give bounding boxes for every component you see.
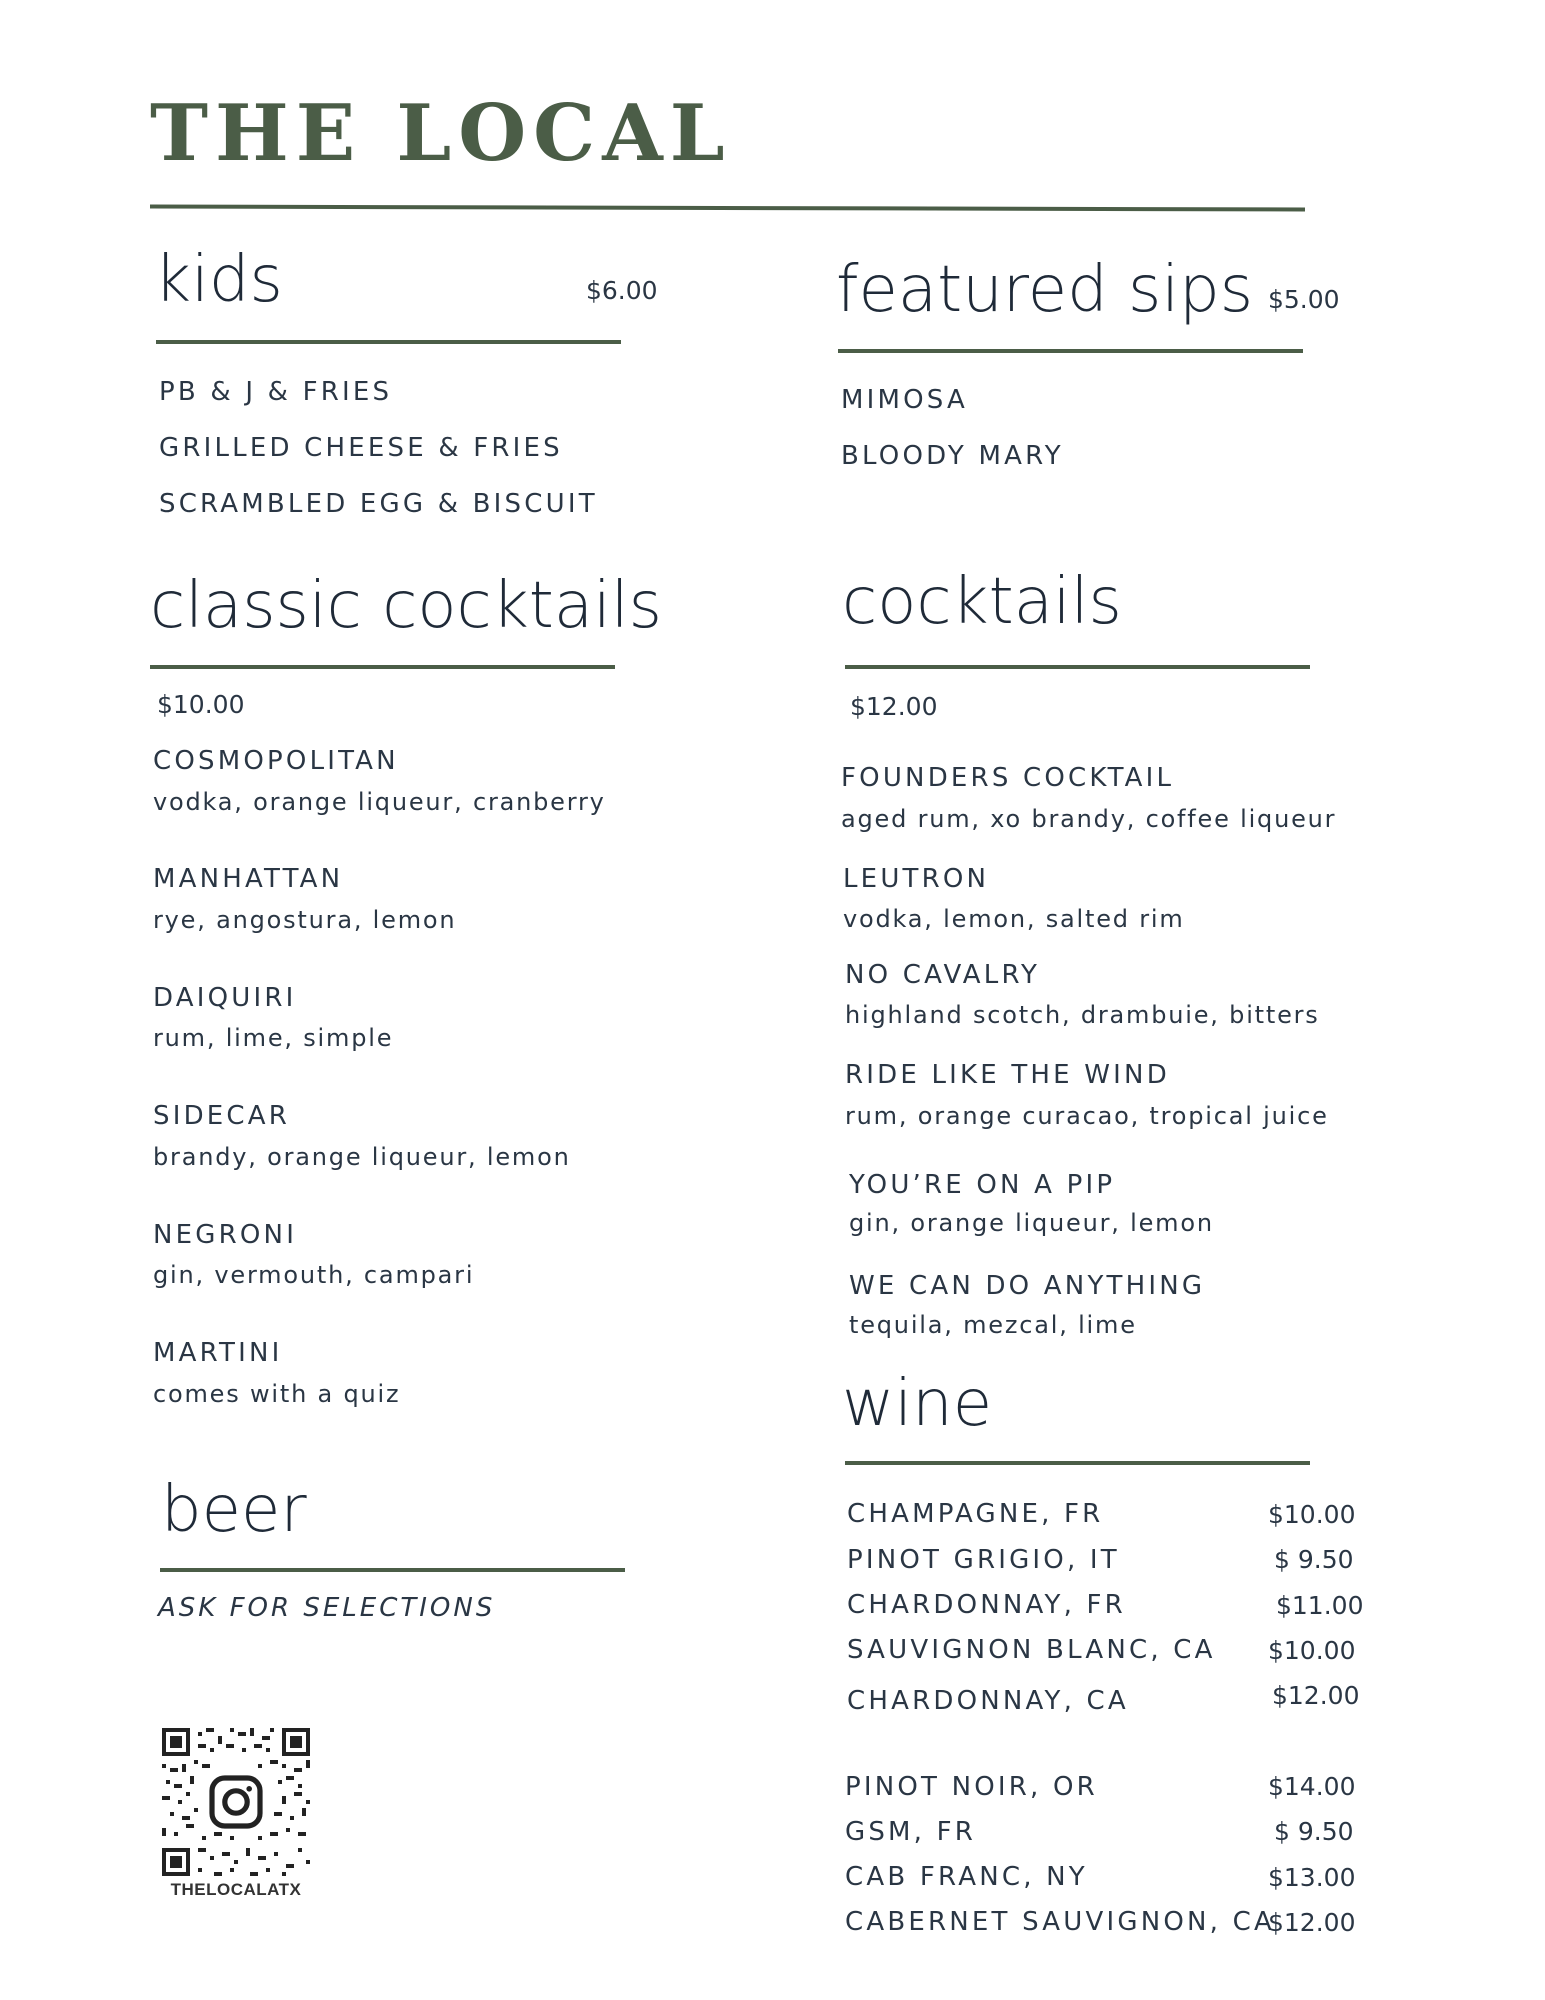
wine-price: $10.00 (1268, 1500, 1356, 1529)
cocktail-name: DAIQUIRI (153, 983, 297, 1013)
wine-price: $14.00 (1268, 1772, 1356, 1801)
cocktails-heading: cocktails (842, 565, 1122, 639)
kids-heading: kids (154, 243, 283, 317)
cocktail-name: MANHATTAN (153, 864, 344, 894)
kids-price: $6.00 (586, 276, 658, 305)
classic-cocktails-heading: classic cocktails (150, 569, 662, 643)
wine-divider (845, 1461, 1310, 1465)
cocktails-price: $12.00 (850, 692, 938, 721)
wine-price: $12.00 (1268, 1908, 1356, 1937)
wine-price: $10.00 (1268, 1636, 1356, 1665)
kids-item: SCRAMBLED EGG & BISCUIT (159, 489, 598, 519)
wine-heading: wine (842, 1367, 993, 1441)
kids-divider (156, 340, 621, 344)
classic-cocktails-divider (150, 665, 615, 669)
wine-name: CHARDONNAY, FR (847, 1590, 1126, 1620)
wine-price: $13.00 (1268, 1863, 1356, 1892)
cocktail-description: gin, orange liqueur, lemon (849, 1209, 1214, 1237)
cocktail-description: comes with a quiz (153, 1380, 401, 1408)
restaurant-name: THE LOCAL (150, 88, 732, 179)
wine-price: $ 9.50 (1274, 1545, 1354, 1574)
cocktail-description: gin, vermouth, campari (153, 1261, 475, 1289)
cocktail-name: LEUTRON (843, 864, 990, 894)
cocktail-description: brandy, orange liqueur, lemon (153, 1143, 571, 1171)
cocktail-name: MARTINI (153, 1338, 283, 1368)
classic-cocktails-price: $10.00 (157, 690, 245, 719)
cocktail-description: vodka, lemon, salted rim (843, 905, 1185, 933)
cocktail-name: NO CAVALRY (845, 960, 1041, 990)
beer-heading: beer (161, 1473, 307, 1547)
wine-name: CAB FRANC, NY (845, 1862, 1088, 1892)
beer-divider (160, 1568, 625, 1572)
featured-sips-heading: featured sips (836, 253, 1254, 327)
featured-sips-price: $5.00 (1268, 285, 1340, 314)
cocktail-name: FOUNDERS COCKTAIL (841, 763, 1175, 793)
cocktail-description: aged rum, xo brandy, coffee liqueur (841, 805, 1337, 833)
cocktail-description: rye, angostura, lemon (153, 906, 457, 934)
cocktail-name: SIDECAR (153, 1101, 291, 1131)
cocktail-description: rum, orange curacao, tropical juice (845, 1102, 1329, 1130)
cocktail-description: vodka, orange liqueur, cranberry (153, 788, 606, 816)
instagram-icon (212, 1778, 260, 1826)
kids-item: GRILLED CHEESE & FRIES (159, 433, 563, 463)
instagram-handle: THELOCALATX (170, 1880, 302, 1899)
wine-name: GSM, FR (845, 1817, 977, 1847)
cocktail-name: RIDE LIKE THE WIND (845, 1060, 1170, 1090)
cocktail-name: COSMOPOLITAN (153, 746, 399, 776)
beer-note: ASK FOR SELECTIONS (158, 1593, 496, 1623)
wine-name: CHARDONNAY, CA (847, 1686, 1129, 1716)
featured-sips-divider (838, 349, 1303, 353)
cocktail-description: tequila, mezcal, lime (849, 1311, 1137, 1339)
cocktail-name: NEGRONI (153, 1220, 298, 1250)
wine-name: PINOT NOIR, OR (845, 1772, 1098, 1802)
wine-name: PINOT GRIGIO, IT (847, 1545, 1120, 1575)
wine-price: $12.00 (1272, 1681, 1360, 1710)
cocktail-description: rum, lime, simple (153, 1024, 394, 1052)
cocktail-description: highland scotch, drambuie, bitters (845, 1001, 1320, 1029)
cocktails-divider (845, 665, 1310, 669)
cocktail-name: WE CAN DO ANYTHING (849, 1271, 1206, 1301)
featured-sips-item: MIMOSA (841, 385, 968, 415)
featured-sips-item: BLOODY MARY (841, 441, 1064, 471)
wine-name: CABERNET SAUVIGNON, CA (845, 1907, 1275, 1937)
cocktail-name: YOU’RE ON A PIP (849, 1170, 1116, 1200)
wine-price: $ 9.50 (1274, 1817, 1354, 1846)
kids-item: PB & J & FRIES (159, 377, 393, 407)
wine-name: CHAMPAGNE, FR (847, 1499, 1104, 1529)
header-divider (150, 204, 1305, 211)
wine-price: $11.00 (1276, 1591, 1364, 1620)
wine-name: SAUVIGNON BLANC, CA (847, 1635, 1216, 1665)
